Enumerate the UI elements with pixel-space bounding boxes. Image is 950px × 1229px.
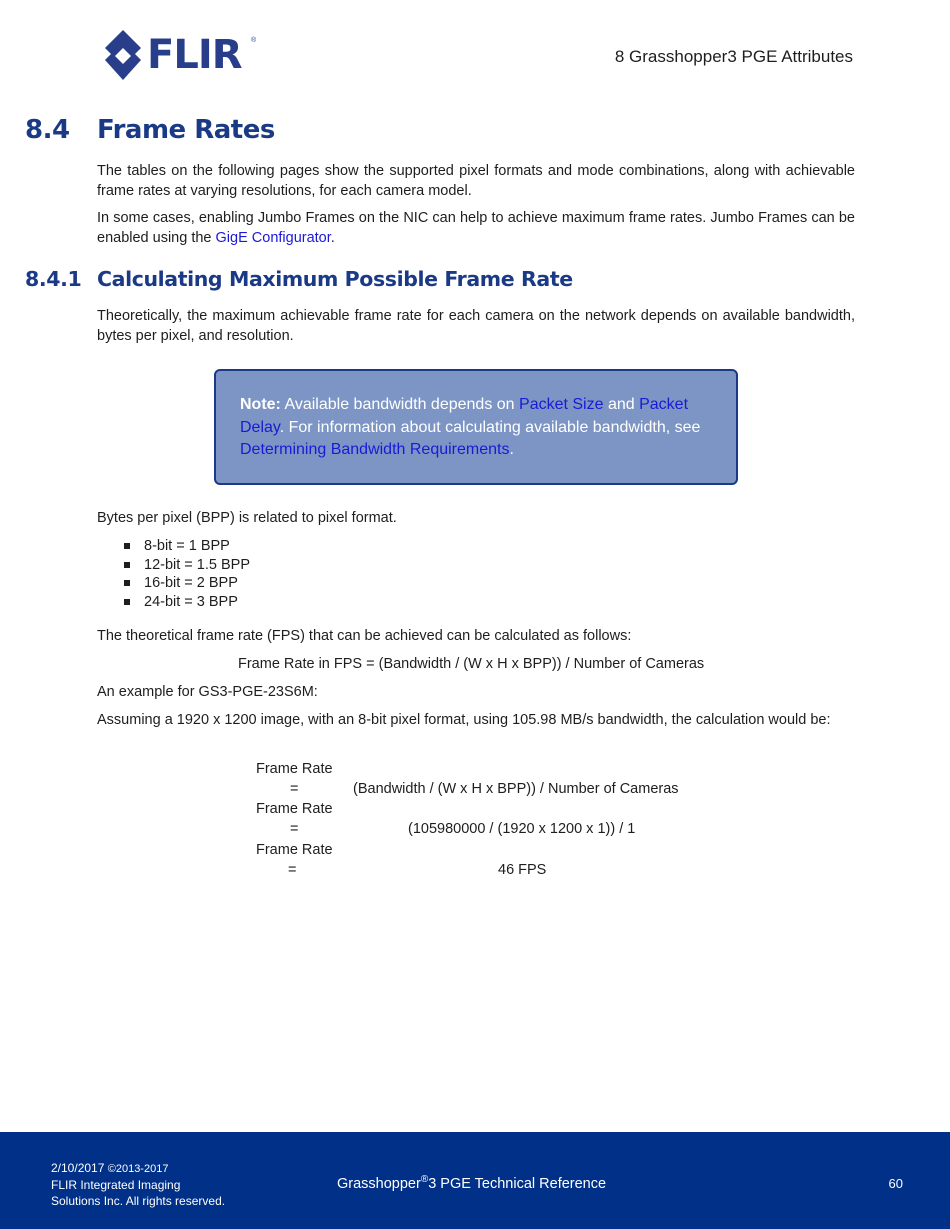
footer-date: 2/10/2017	[51, 1161, 105, 1175]
subsection-number: 8.4.1	[25, 267, 82, 291]
note-text	[240, 394, 710, 462]
list-item-text: 8-bit = 1 BPP	[144, 538, 230, 554]
list-item-text: 12-bit = 1.5 BPP	[144, 556, 250, 573]
calc-value-1: (Bandwidth / (W x H x BPP)) / Number of Cameras	[353, 781, 679, 797]
jumbo-text-end: .	[330, 230, 335, 246]
section-number: 8.4	[25, 115, 70, 145]
page-number: 60	[888, 1176, 903, 1191]
formula: Frame Rate in FPS = (Bandwidth / (W x H x BPP)) / Number of Cameras	[238, 656, 705, 672]
section-title: Frame Rates	[97, 115, 275, 145]
bullet-icon	[124, 543, 130, 549]
packet-delay-link[interactable]: Packet Delay	[240, 396, 689, 436]
calc-equals-1: =	[290, 781, 299, 797]
calc-equals-2: =	[290, 821, 299, 837]
bpp-intro: Bytes per pixel (BPP) is related to pixel format.	[97, 510, 397, 526]
calc-equals-3: =	[288, 862, 297, 878]
footer-date-line	[51, 1160, 225, 1177]
packet-size-link[interactable]: Packet Size	[519, 396, 604, 413]
footer-product-rest: 3 PGE Technical Reference	[428, 1175, 607, 1192]
footer-product-name: Grasshopper	[337, 1175, 421, 1192]
list-item	[124, 593, 250, 612]
footer-title	[337, 1174, 606, 1192]
footer-company-1: FLIR Integrated Imaging	[51, 1178, 181, 1192]
example-intro: An example for GS3-PGE-23S6M:	[97, 684, 318, 700]
footer-copyright: ©2013-2017	[107, 1163, 169, 1175]
chapter-header: 8 Grasshopper3 PGE Attributes	[614, 47, 853, 66]
flir-logo	[105, 29, 260, 81]
note-text-1: Available bandwidth depends on	[280, 396, 520, 413]
fps-intro: The theoretical frame rate (FPS) that can be achieved can be calculated as follows:	[97, 628, 632, 644]
bullet-icon	[124, 599, 130, 605]
jumbo-frames-paragraph	[97, 208, 855, 248]
list-item	[124, 537, 250, 556]
list-item-text: 16-bit = 2 BPP	[144, 575, 238, 591]
calc-label-2: Frame Rate	[256, 801, 333, 817]
calc-label-3: Frame Rate	[256, 842, 333, 858]
calc-value-2: (105980000 / (1920 x 1200 x 1)) / 1	[408, 821, 636, 837]
section-intro-paragraph: The tables on the following pages show the supported pixel formats and mode combinations, along with achievable frame rates at varying resolutions, for each camera model.	[97, 163, 855, 199]
note-text-4: .	[509, 441, 514, 458]
note-box	[214, 369, 738, 485]
example-paragraph: Assuming a 1920 x 1200 image, with an 8-bit pixel format, using 105.98 MB/s bandwidth, the calculation would be:	[97, 712, 831, 728]
calc-label-1: Frame Rate	[256, 761, 333, 777]
flir-diamond-icon	[105, 29, 145, 81]
subsection-title: Calculating Maximum Possible Frame Rate	[97, 267, 573, 291]
note-text-2: and	[603, 396, 640, 413]
calc-value-3: 46 FPS	[498, 862, 547, 878]
footer-product-reg: ®	[420, 1174, 429, 1185]
gige-configurator-link[interactable]: GigE Configurator	[215, 230, 331, 246]
footer-left	[51, 1160, 225, 1209]
page-footer	[0, 1132, 950, 1229]
list-item-text: 24-bit = 3 BPP	[144, 593, 238, 610]
bandwidth-requirements-link[interactable]: Determining Bandwidth Requirements	[240, 441, 510, 458]
note-label: Note:	[240, 396, 281, 413]
bullet-icon	[124, 562, 130, 568]
subsection-paragraph: Theoretically, the maximum achievable frame rate for each camera on the network depends on available bandwidth, bytes per pixel, and resolution.	[97, 308, 855, 344]
logo-registered-mark: ®	[251, 37, 257, 44]
bpp-list	[124, 537, 250, 611]
list-item	[124, 574, 250, 593]
bullet-icon	[124, 580, 130, 586]
jumbo-text: In some cases, enabling Jumbo Frames on the NIC can help to achieve maximum frame rates. Jumbo Frames can be enabled using the	[97, 210, 855, 246]
list-item	[124, 556, 250, 575]
logo-text: FLIR	[147, 32, 242, 78]
footer-company-2: Solutions Inc. All rights reserved.	[51, 1194, 226, 1208]
note-text-3: . For information about calculating available bandwidth, see	[279, 418, 701, 436]
